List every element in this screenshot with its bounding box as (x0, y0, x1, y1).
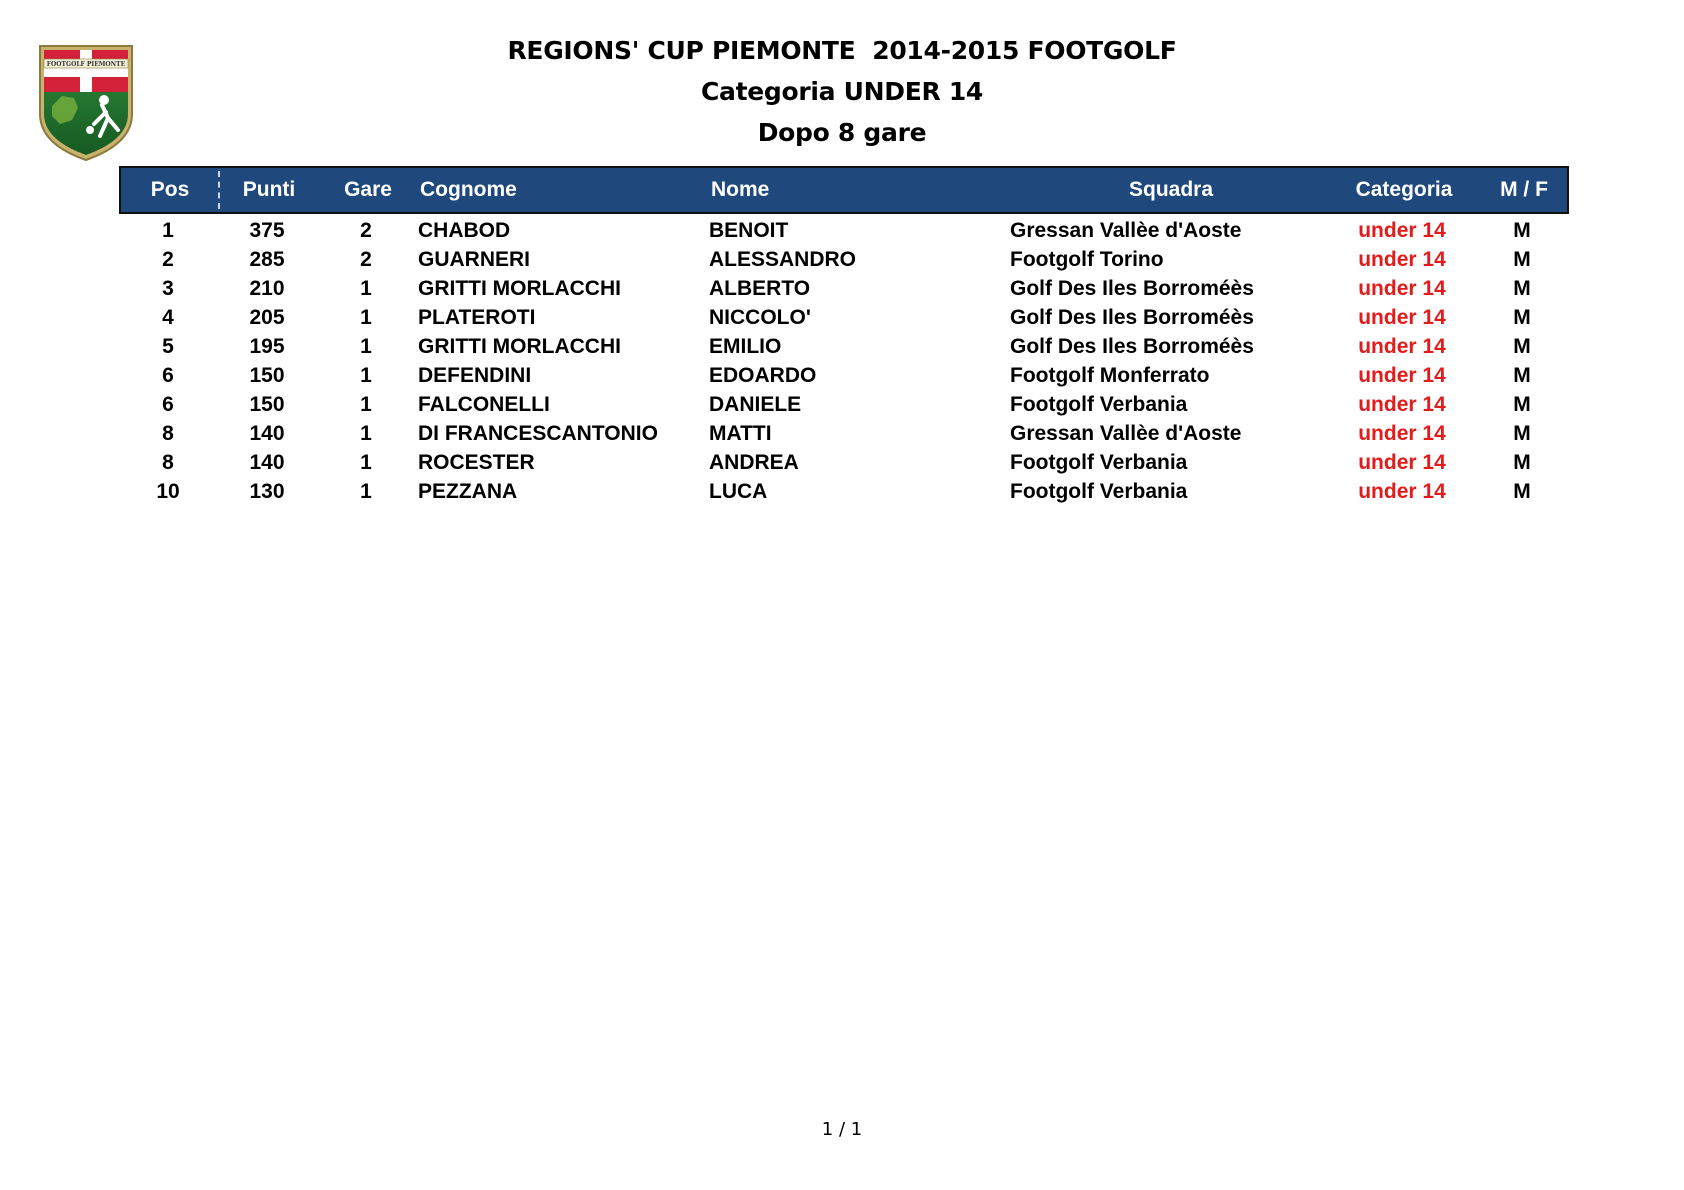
col-header-categoria: Categoria (1355, 178, 1453, 201)
cell-squadra: Footgolf Verbania (1010, 393, 1188, 416)
cell-cognome: GUARNERI (418, 248, 531, 271)
cell-gare: 1 (360, 277, 372, 300)
cell-cognome: PEZZANA (418, 480, 518, 503)
logo-text: FOOTGOLF PIEMONTE (46, 61, 126, 68)
col-header-gare: Gare (344, 178, 392, 201)
cell-cognome: ROCESTER (418, 451, 535, 474)
cell-categoria: under 14 (1358, 451, 1446, 474)
cell-punti: 375 (249, 219, 285, 242)
cell-nome: EDOARDO (709, 364, 817, 387)
cell-nome: BENOIT (709, 219, 789, 242)
cell-pos: 8 (162, 451, 174, 474)
cell-gare: 1 (360, 480, 372, 503)
cell-squadra: Footgolf Torino (1010, 248, 1164, 271)
col-header-nome: Nome (711, 178, 770, 201)
table-row (119, 216, 1569, 245)
cell-squadra: Footgolf Verbania (1010, 451, 1188, 474)
table-body (119, 214, 1569, 506)
cell-gare: 2 (360, 219, 372, 242)
cell-categoria: under 14 (1358, 364, 1446, 387)
cell-punti: 150 (249, 393, 285, 416)
table-row (119, 419, 1569, 448)
cell-cognome: DI FRANCESCANTONIO (418, 422, 658, 445)
cell-nome: NICCOLO' (709, 306, 811, 329)
cell-mf: M (1513, 364, 1531, 387)
cell-mf: M (1513, 248, 1531, 271)
table-header (119, 166, 1569, 214)
cell-nome: ALBERTO (709, 277, 811, 300)
cell-cognome: GRITTI MORLACCHI (418, 335, 621, 358)
cell-gare: 2 (360, 248, 372, 271)
cell-pos: 2 (162, 248, 174, 271)
col-header-punti: Punti (242, 178, 296, 201)
cell-squadra: Gressan Vallèe d'Aoste (1010, 219, 1242, 242)
table-row (119, 477, 1569, 506)
col-header-squadra: Squadra (1128, 178, 1214, 201)
cell-cognome: PLATEROTI (418, 306, 536, 329)
cell-categoria: under 14 (1358, 248, 1446, 271)
cell-mf: M (1513, 422, 1531, 445)
cell-mf: M (1513, 277, 1531, 300)
page-title: REGIONS' CUP PIEMONTE 2014-2015 FOOTGOLF (507, 36, 1177, 65)
cell-punti: 195 (249, 335, 285, 358)
cell-mf: M (1513, 335, 1531, 358)
cell-punti: 285 (249, 248, 285, 271)
cell-categoria: under 14 (1358, 480, 1446, 503)
cell-cognome: FALCONELLI (418, 393, 550, 416)
cell-gare: 1 (360, 364, 372, 387)
table-row (119, 303, 1569, 332)
cell-pos: 8 (162, 422, 174, 445)
page-subtitle-2: Dopo 8 gare (757, 118, 927, 147)
cell-squadra: Golf Des Iles Borroméès (1010, 277, 1254, 300)
table-row (119, 274, 1569, 303)
cell-pos: 6 (162, 393, 174, 416)
col-header-cognome: Cognome (420, 178, 517, 201)
table-row (119, 448, 1569, 477)
title-block (0, 30, 1684, 153)
header-divider (218, 171, 222, 209)
cell-nome: ANDREA (709, 451, 799, 474)
cell-mf: M (1513, 306, 1531, 329)
cell-mf: M (1513, 393, 1531, 416)
cell-pos: 10 (156, 480, 180, 503)
cell-gare: 1 (360, 393, 372, 416)
cell-mf: M (1513, 219, 1531, 242)
cell-gare: 1 (360, 335, 372, 358)
table-row (119, 245, 1569, 274)
cell-nome: ALESSANDRO (709, 248, 857, 271)
cell-squadra: Footgolf Monferrato (1010, 364, 1210, 387)
cell-mf: M (1513, 480, 1531, 503)
cell-pos: 5 (162, 335, 174, 358)
ranking-table (119, 166, 1569, 506)
col-header-pos: Pos (150, 178, 190, 201)
cell-pos: 3 (162, 277, 174, 300)
cell-punti: 150 (249, 364, 285, 387)
col-header-mf: M / F (1500, 178, 1548, 201)
cell-squadra: Golf Des Iles Borroméès (1010, 306, 1254, 329)
cell-nome: MATTI (709, 422, 772, 445)
cell-nome: DANIELE (709, 393, 802, 416)
cell-nome: LUCA (709, 480, 768, 503)
cell-punti: 130 (249, 480, 285, 503)
cell-categoria: under 14 (1358, 393, 1446, 416)
cell-cognome: CHABOD (418, 219, 511, 242)
table-row (119, 332, 1569, 361)
cell-categoria: under 14 (1358, 277, 1446, 300)
cell-pos: 4 (162, 306, 174, 329)
cell-punti: 205 (249, 306, 285, 329)
cell-punti: 140 (249, 451, 285, 474)
cell-mf: M (1513, 451, 1531, 474)
cell-pos: 1 (162, 219, 174, 242)
cell-cognome: DEFENDINI (418, 364, 532, 387)
cell-pos: 6 (162, 364, 174, 387)
page-subtitle: Categoria UNDER 14 (700, 77, 984, 106)
cell-nome: EMILIO (709, 335, 782, 358)
table-row (119, 390, 1569, 419)
cell-gare: 1 (360, 422, 372, 445)
cell-gare: 1 (360, 451, 372, 474)
cell-cognome: GRITTI MORLACCHI (418, 277, 621, 300)
cell-categoria: under 14 (1358, 219, 1446, 242)
cell-categoria: under 14 (1358, 306, 1446, 329)
cell-punti: 140 (249, 422, 285, 445)
cell-categoria: under 14 (1358, 422, 1446, 445)
cell-gare: 1 (360, 306, 372, 329)
cell-squadra: Golf Des Iles Borroméès (1010, 335, 1254, 358)
cell-punti: 210 (249, 277, 285, 300)
cell-categoria: under 14 (1358, 335, 1446, 358)
page-number: 1 / 1 (821, 1119, 863, 1140)
cell-squadra: Gressan Vallèe d'Aoste (1010, 422, 1242, 445)
table-row (119, 361, 1569, 390)
cell-squadra: Footgolf Verbania (1010, 480, 1188, 503)
